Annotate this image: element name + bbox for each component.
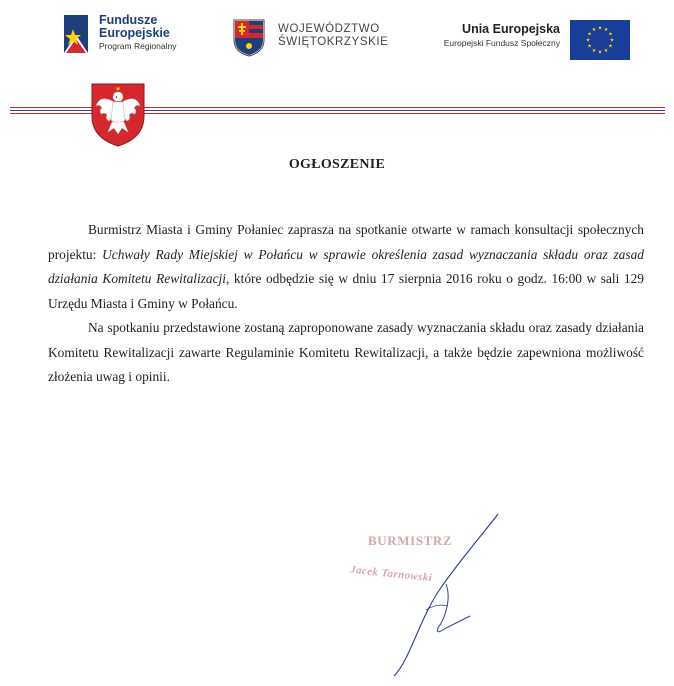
wojewodztwo-line1: WOJEWÓDZTWO — [278, 23, 380, 35]
handwritten-signature-icon — [360, 510, 520, 680]
wojewodztwo-line2: ŚWIĘTOKRZYSKIE — [278, 36, 389, 48]
logo-bar — [0, 0, 674, 75]
paragraph-text: Burmistrz Miasta i Gminy Połaniec zaprasza na spotkanie otwarte w ramach konsultacji społecznych projektu: — [48, 222, 644, 262]
unia-line1: Unia Europejska — [462, 22, 560, 36]
paragraph — [48, 316, 644, 390]
fundusze-europejskie-logo — [62, 13, 212, 57]
svg-text:★: ★ — [597, 49, 603, 56]
paragraph-text: , które odbędzie się w dniu 17 sierpnia 2016 roku o godz. 16:00 w sali 129 Urzędu Miasta i Gminy w Połańcu. — [48, 271, 645, 311]
fundusze-line1: Fundusze — [99, 13, 158, 27]
svg-text:★: ★ — [587, 43, 592, 50]
polaniec-coat-of-arms-icon — [90, 82, 146, 148]
svg-text:★: ★ — [603, 27, 609, 33]
eu-flag-icon — [570, 20, 630, 60]
unia-line2: Europejski Fundusz Społeczny — [443, 38, 560, 48]
stamp-name: Jacek Tarnowski — [349, 563, 433, 585]
wojewodztwo-crest-icon — [232, 18, 266, 58]
fundusze-europejskie-mark-icon — [62, 13, 92, 57]
resolution-title: Uchwały Rady Miejskiej w Połańcu w sprawie określenia zasad wyznaczania składu oraz zasad działania Komitetu Rewitalizacji — [48, 246, 644, 286]
paragraph-text: Na spotkaniu przedstawione zostaną zaproponowane zasady wyznaczania składu oraz zasady działania Komitetu Rewitalizacji zawarte Regulaminie Komitetu Rewitalizacji, a także będzie zapewniona możliwość złożenia uwag i opinii. — [48, 320, 644, 384]
fundusze-line3: Program Regionalny — [99, 41, 177, 51]
fundusze-line2: Europejskie — [99, 26, 170, 40]
svg-text:★: ★ — [608, 43, 613, 50]
paragraph — [48, 218, 644, 316]
announcement-body — [48, 218, 644, 390]
svg-text:★: ★ — [585, 37, 591, 44]
svg-text:★: ★ — [597, 25, 603, 32]
stamp-title: BURMISTRZ — [368, 533, 453, 548]
page-title: OGŁOSZENIE — [288, 157, 386, 172]
svg-text:★: ★ — [587, 31, 592, 38]
wojewodztwo-logo — [232, 18, 402, 58]
svg-text:★: ★ — [591, 27, 597, 33]
svg-text:★: ★ — [591, 48, 597, 54]
svg-text:★: ★ — [609, 37, 615, 44]
svg-text:★: ★ — [608, 31, 613, 38]
unia-europejska-logo — [420, 20, 630, 60]
svg-text:★: ★ — [603, 48, 609, 54]
